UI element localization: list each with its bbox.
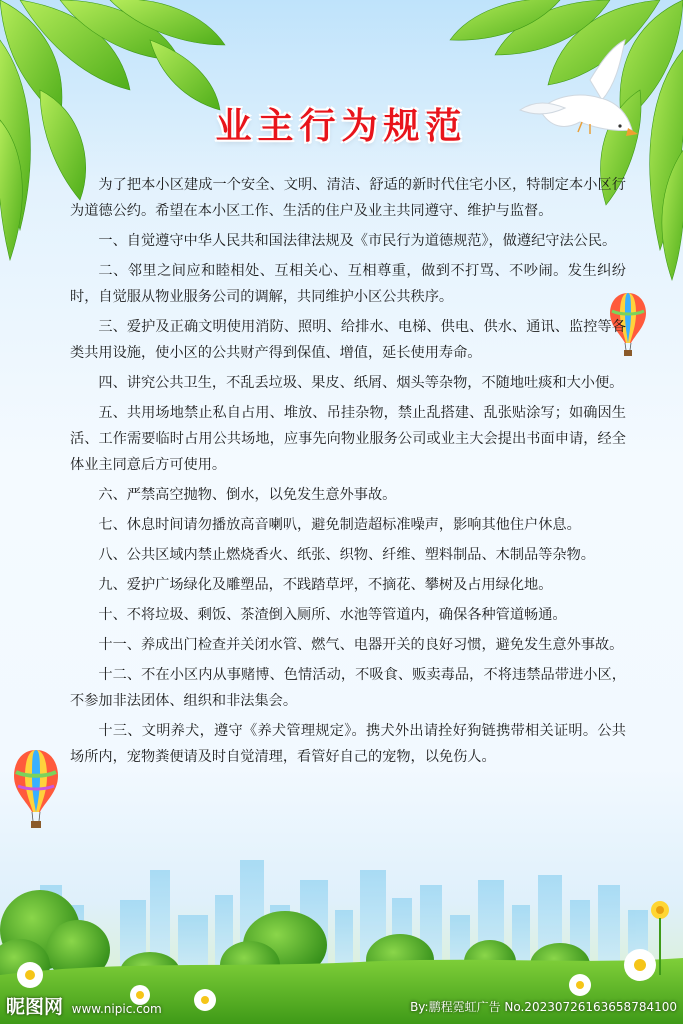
rules-content <box>70 172 626 770</box>
intro-paragraph: 为了把本小区建成一个安全、文明、清洁、舒适的新时代住宅小区，特制定本小区行为道德公约。希望在本小区工作、生活的住户及业主共同遵守、维护与监督。 <box>70 177 626 219</box>
rule-item: 一、自觉遵守中华人民共和国法律法规及《市民行为道德规范》，做遵纪守法公民。 <box>98 233 617 249</box>
credit-watermark: By:鹏程霓虹广告 No.20230726163658784100 <box>410 1000 677 1014</box>
site-url: www.nipic.com <box>71 1002 162 1016</box>
site-name: 昵图网 <box>6 996 64 1018</box>
rule-item: 八、公共区域内禁止燃烧香火、纸张、织物、纤维、塑料制品、木制品等杂物。 <box>98 547 595 563</box>
rule-item: 六、严禁高空抛物、倒水，以免发生意外事故。 <box>98 487 397 503</box>
rule-item: 五、共用场地禁止私自占用、堆放、吊挂杂物，禁止乱搭建、乱张贴涂写；如确因生活、工作需要临时占用公共场地，应事先向物业服务公司或业主大会提出书面申请，经全体业主同意后方可使用。 <box>70 405 626 473</box>
rule-item: 十三、文明养犬，遵守《养犬管理规定》。携犬外出请拴好狗链携带相关证明。公共场所内，宠物粪便请及时自觉清理，看管好自己的宠物，以免伤人。 <box>70 723 626 765</box>
rule-item: 四、讲究公共卫生，不乱丢垃圾、果皮、纸屑、烟头等杂物，不随地吐痰和大小便。 <box>98 375 624 391</box>
rule-item: 三、爱护及正确文明使用消防、照明、给排水、电梯、供电、供水、通讯、监控等各类共用设施，使小区的公共财产得到保值、增值，延长使用寿命。 <box>70 319 626 361</box>
rule-item: 二、邻里之间应和睦相处、互相关心、互相尊重，做到不打骂、不吵闹。发生纠纷时，自觉服从物业服务公司的调解，共同维护小区公共秩序。 <box>70 263 626 305</box>
rule-item: 七、休息时间请勿播放高音喇叭，避免制造超标准噪声，影响其他住户休息。 <box>98 517 581 533</box>
hot-air-balloon-icon <box>14 750 58 828</box>
rule-item: 十二、不在小区内从事赌博、色情活动，不吸食、贩卖毒品，不将违禁品带进小区，不参加非法团体、组织和非法集会。 <box>70 667 626 709</box>
site-watermark <box>6 992 162 1019</box>
rule-item: 十、不将垃圾、剩饭、茶渣倒入厕所、水池等管道内，确保各种管道畅通。 <box>98 607 567 623</box>
page-title: 业主行为规范 <box>215 106 468 147</box>
rule-item: 十一、养成出门检查并关闭水管、燃气、电器开关的良好习惯，避免发生意外事故。 <box>98 637 624 653</box>
rule-item: 九、爱护广场绿化及雕塑品，不践踏草坪，不摘花、攀树及占用绿化地。 <box>98 577 553 593</box>
